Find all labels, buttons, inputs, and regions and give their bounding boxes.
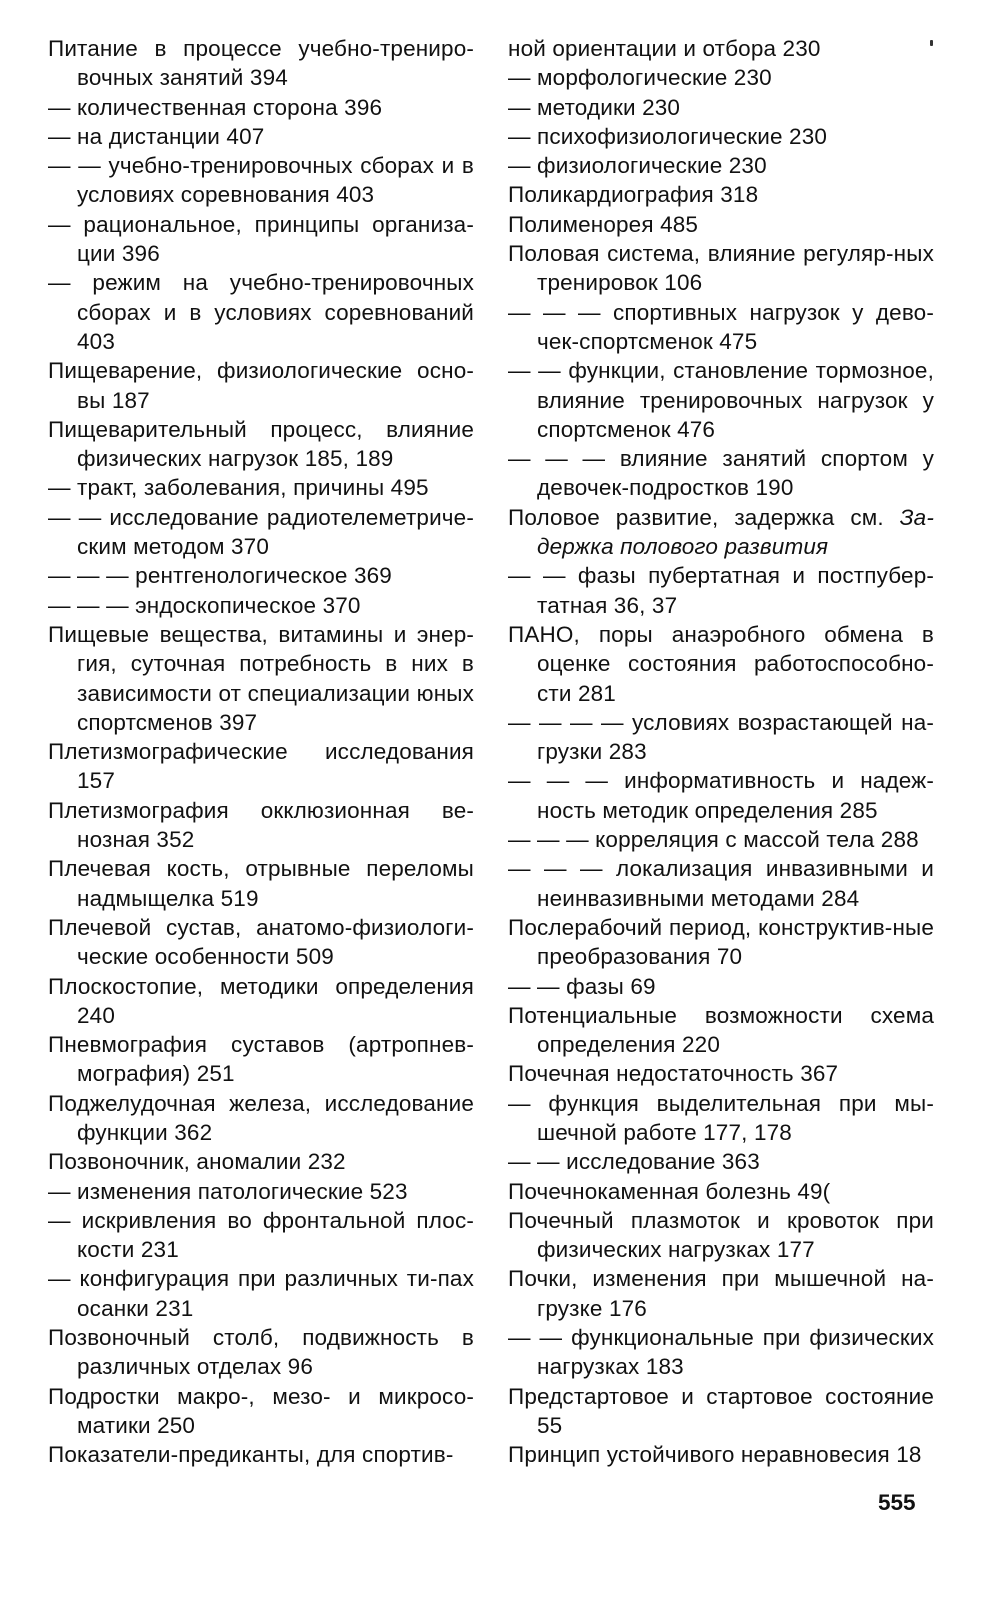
index-entry: — — — локализация инвазивными и неинвазивными методами 284 xyxy=(508,856,934,911)
index-entry: Почечный плазмоток и кровоток при физических нагрузках 177 xyxy=(508,1207,934,1263)
index-entry: — психофизиологические 230 xyxy=(508,123,828,149)
index-entry: — — функции, становление тормозное, влияние тренировочных нагрузок у спортсменок 476 xyxy=(508,358,934,442)
index-entry: Поджелудочная железа, исследование функции 362 xyxy=(48,1090,474,1145)
index-entry: Потенциальные возможности схема определения 220 xyxy=(508,1002,934,1058)
index-entry: — конфигурация при различных ти-пах осанки 231 xyxy=(48,1266,474,1321)
index-entry: Предстартовое и стартовое состояние 55 xyxy=(508,1383,934,1438)
print-speck xyxy=(930,40,933,46)
index-entry: Послерабочий период, конструктив-ные преобразования 70 xyxy=(508,914,934,970)
index-entry: Позвоночник, аномалии 232 xyxy=(48,1149,346,1175)
index-entry: — — — корреляция с массой тела 288 xyxy=(508,827,919,853)
index-entry: Пищевые вещества, витамины и энер-гия, суточная потребность в них в зависимости от специализации юных спортсменов 397 xyxy=(48,621,474,735)
index-entry: — — фазы пубертатная и постпубер-татная 36, 37 xyxy=(508,563,934,618)
index-entry-text: Половое развитие, задержка см. xyxy=(508,504,900,530)
index-entry: — искривления во фронтальной плос-кости 231 xyxy=(48,1207,474,1263)
index-entry: Поликардиография 318 xyxy=(508,182,759,208)
index-entry: — — фазы 69 xyxy=(508,973,656,999)
index-entry: Подростки макро-, мезо- и микросо-матики 250 xyxy=(48,1383,474,1438)
index-entry: Почечнокаменная болезнь 49( xyxy=(508,1178,831,1204)
index-entry: — — — информативность и надеж-ность методик определения 285 xyxy=(508,768,934,823)
index-entry: Плоскостопие, методики определения 240 xyxy=(48,973,474,1028)
index-entry: — режим на учебно-тренировочных сборах и в условиях соревнований 403 xyxy=(48,270,474,354)
index-entry: — морфологические 230 xyxy=(508,65,772,91)
index-entry: Плечевой сустав, анатомо-физиологи-ческие особенности 509 xyxy=(48,914,474,970)
index-entry xyxy=(508,503,934,562)
index-entry: Питание в процессе учебно-трениро-вочных занятий 394 xyxy=(48,36,474,91)
index-entry: — — учебно-тренировочных сборах и в условиях соревнования 403 xyxy=(48,153,474,208)
index-entry: — тракт, заболевания, причины 495 xyxy=(48,475,429,501)
index-entry: Почки, изменения при мышечной на-грузке 176 xyxy=(508,1266,934,1321)
index-entry: — — — — условиях возрастающей на-грузки 283 xyxy=(508,709,934,765)
index-entry: — — — эндоскопическое 370 xyxy=(48,592,361,618)
index-entry: — — — спортивных нагрузок у дево-чек-спортсменок 475 xyxy=(508,299,934,354)
index-entry: Плечевая кость, отрывные переломы надмыщелка 519 xyxy=(48,856,474,911)
index-entry: — — исследование радиотелеметриче-ским методом 370 xyxy=(48,504,474,560)
index-entry: — — функциональные при физических нагрузках 183 xyxy=(508,1325,934,1380)
index-entry: — на дистанции 407 xyxy=(48,123,265,149)
index-entry: Позвоночный столб, подвижность в различных отделах 96 xyxy=(48,1325,474,1380)
index-entry: Принцип устойчивого неравновесия 18 xyxy=(508,1442,922,1468)
index-entry: Плетизмографические исследования 157 xyxy=(48,739,474,794)
index-entry: — — — влияние занятий спортом у девочек-подростков 190 xyxy=(508,446,934,501)
index-entry: — рациональное, принципы организа-ции 396 xyxy=(48,211,474,267)
index-entry: Плетизмография окклюзионная ве-нозная 352 xyxy=(48,797,474,853)
page-number: 555 xyxy=(878,1490,916,1515)
index-entry: — — — рентгенологическое 369 xyxy=(48,563,392,589)
index-entry: Пищеварение, физиологические осно-вы 187 xyxy=(48,358,474,413)
index-entry: Половая система, влияние регуляр-ных тренировок 106 xyxy=(508,241,934,296)
index-column-left xyxy=(48,34,474,1470)
index-entry: — изменения патологические 523 xyxy=(48,1178,408,1204)
index-entry: Показатели-предиканты, для спортив- xyxy=(48,1442,454,1468)
index-column-right xyxy=(508,34,934,1470)
index-entry: — — исследование 363 xyxy=(508,1149,760,1175)
index-entry: Почечная недостаточность 367 xyxy=(508,1061,839,1087)
index-entry: — методики 230 xyxy=(508,94,681,120)
index-entry: Пищеварительный процесс, влияние физических нагрузок 185, 189 xyxy=(48,416,474,472)
cross-reference: За-держка полового развития xyxy=(537,504,934,560)
index-entry: Пневмография суставов (артропнев-мография) 251 xyxy=(48,1032,474,1087)
index-entry: ной ориентации и отбора 230 xyxy=(508,36,821,61)
index-entry: Полименорея 485 xyxy=(508,211,699,237)
index-entry: ПАНО, поры анаэробного обмена в оценке состояния работоспособно-сти 281 xyxy=(508,621,934,706)
index-entry: — количественная сторона 396 xyxy=(48,94,383,120)
index-entry: — функция выделительная при мы-шечной работе 177, 178 xyxy=(508,1090,934,1145)
index-entry: — физиологические 230 xyxy=(508,153,767,179)
